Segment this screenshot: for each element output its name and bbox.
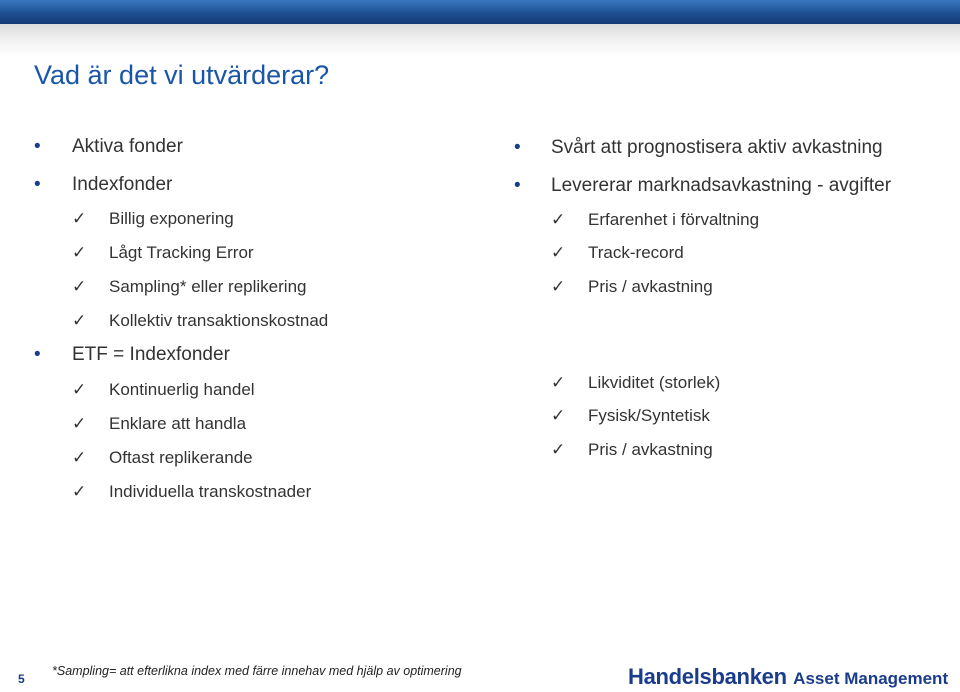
bullet-icon: • (514, 137, 521, 158)
checkmark-icon: ✓ (551, 210, 566, 229)
list-item: Pris / avkastning (588, 440, 713, 459)
checkmark-icon: ✓ (551, 277, 566, 296)
list-item: Indexfonder (72, 174, 173, 195)
list-item: Kontinuerlig handel (109, 380, 255, 399)
checkmark-icon: ✓ (72, 243, 87, 262)
checkmark-icon: ✓ (551, 373, 566, 392)
checkmark-icon: ✓ (72, 380, 87, 399)
list-item: Oftast replikerande (109, 448, 253, 467)
bullet-icon: • (514, 175, 521, 196)
list-item: Svårt att prognostisera aktiv avkastning (551, 137, 883, 158)
list-item: Likviditet (storlek) (588, 373, 721, 392)
header-bar (0, 0, 960, 24)
list-item: Pris / avkastning (588, 277, 713, 296)
logo-brand: Handelsbanken (628, 664, 787, 689)
logo-sub: Asset Management (793, 669, 949, 688)
checkmark-icon: ✓ (72, 448, 87, 467)
list-item: Lågt Tracking Error (109, 243, 254, 262)
list-item: Billig exponering (109, 209, 234, 228)
list-item: Fysisk/Syntetisk (588, 406, 710, 425)
checkmark-icon: ✓ (72, 414, 87, 433)
checkmark-icon: ✓ (551, 440, 566, 459)
bullet-icon: • (34, 344, 41, 365)
checkmark-icon: ✓ (72, 311, 87, 330)
list-item: Sampling* eller replikering (109, 277, 307, 296)
list-item: Enklare att handla (109, 414, 247, 433)
checkmark-icon: ✓ (551, 406, 566, 425)
checkmark-icon: ✓ (72, 209, 87, 228)
header-gradient (0, 24, 960, 56)
handelsbanken-logo (628, 664, 948, 690)
checkmark-icon: ✓ (72, 277, 87, 296)
page-number: 5 (18, 672, 25, 686)
slide-title: Vad är det vi utvärderar? (34, 60, 330, 90)
list-item: Kollektiv transaktionskostnad (109, 311, 329, 330)
list-item: Erfarenhet i förvaltning (588, 210, 760, 229)
bullet-icon: • (34, 174, 41, 195)
list-item: Levererar marknadsavkastning - avgifter (551, 175, 892, 196)
list-item: Individuella transkostnader (109, 482, 312, 501)
checkmark-icon: ✓ (72, 482, 87, 501)
bullet-icon: • (34, 136, 41, 157)
list-item: Track-record (588, 243, 684, 262)
list-item: ETF = Indexfonder (72, 344, 230, 365)
footnote: *Sampling= att efterlikna index med färre innehav med hjälp av optimering (52, 664, 462, 678)
checkmark-icon: ✓ (551, 243, 566, 262)
list-item: Aktiva fonder (72, 136, 183, 157)
